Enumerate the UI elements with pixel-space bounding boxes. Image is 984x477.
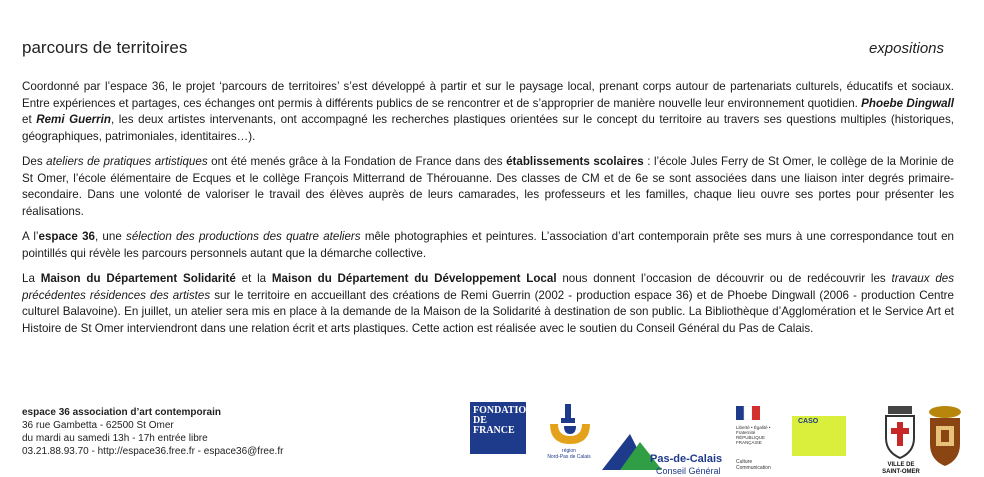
article-body — [22, 79, 954, 346]
heraldic-crest-logo — [926, 404, 966, 470]
paragraph-1: Coordonné par l’espace 36, le projet ‘parcours de territoires’ s’est développé à partir et sur le paysage local, prenant corps autour de partenariats culturels, éducatifs et sociaux. Entre expériences et partages, ces échanges ont permis à différents publics de se rencontrer et de s’approprier de manière nouvelle leur environnement quotidien. Phoebe Dingwall et Remi Guerrin, les deux artistes intervenants, ont accompagné les recherches plastiques orientées sur le concept du territoire au travers ses questions multiples (historiques, géographiques, patrimoniales, identitaires…). — [22, 80, 955, 143]
artist-name: Remi Guerrin — [36, 113, 111, 126]
region-emblem-icon — [544, 404, 596, 446]
caso-logo: CASO — [792, 416, 846, 456]
city-coat-of-arms-icon — [880, 404, 920, 460]
marianne-icon — [736, 406, 760, 420]
paragraph-2: Des ateliers de pratiques artistiques ont été menés grâce à la Fondation de France dans des établissements scolaires : l’école Jules Ferry de St Omer, le collège de la Morinie de St Omer, l’école élémentaire de Ecques et le collège François Mitterrand de Thérouanne. Des classes de CM et de 6e se sont associées dans une liaison inter degrés primaire-secondaire. Dans une volonté de valoriser le travail des élèves auprès de leurs camarades, les professeurs et les familles, chaque lieu ouvre ses portes pour présenter les réalisations. — [22, 155, 954, 218]
ville-saint-omer-logo: VILLE DE SAINT-OMER — [880, 404, 922, 472]
footer-contact — [22, 406, 283, 458]
crest-icon — [926, 404, 964, 468]
fondation-de-france-logo: FONDATION DE FRANCE — [470, 402, 526, 454]
org-name: espace 36 association d’art contemporain — [22, 407, 221, 418]
paragraph-3: A l’espace 36, une sélection des productions des quatre ateliers mêle photographies et peintures. L’association d’art contemporain prête ses murs à une correspondance tout en pointillés qui révèle les parcours personnels autant que la démarche collective. — [22, 230, 955, 260]
pas-de-calais-logo: Pas-de-Calais Conseil Général — [602, 420, 734, 470]
artist-name: Phoebe Dingwall — [861, 96, 955, 110]
page-title: parcours de territoires — [22, 38, 188, 57]
contact-line[interactable]: 03.21.88.93.70 - http://espace36.free.fr - espace36@free.fr — [22, 446, 284, 457]
section-label: expositions — [868, 40, 944, 57]
paragraph-4: La Maison du Département Solidarité et la Maison du Département du Développement Local nous donnent l’occasion de découvrir ou de redécouvrir les travaux des précédentes résidences des artistes sur le territoire en accueillant des créations de Remi Guerrin (2002 - production espace 36) et de Phoebe Dingwall (2006 - production Centre culturel Balavoine). En juillet, un atelier sera mis en place à la demande de la Maison de la Solidarité à destination de son public. La Bibliothèque d’Agglomération et le Service Art et Histoire de St Omer interviendront dans une relation écrit et arts plastiques. Cette action est réalisée avec le soutien du Conseil Général du Pas de Calais. — [22, 272, 955, 335]
ministere-culture-logo: Liberté • Égalité • Fraternité RÉPUBLIQUE FRANÇAISE Culture Communication — [736, 406, 788, 470]
address: 36 rue Gambetta - 62500 St Omer — [22, 420, 174, 431]
region-logo: région Nord-Pas de Calais — [544, 404, 596, 468]
opening-hours: du mardi au samedi 13h - 17h entrée libre — [22, 433, 208, 444]
partner-logos — [470, 400, 970, 476]
